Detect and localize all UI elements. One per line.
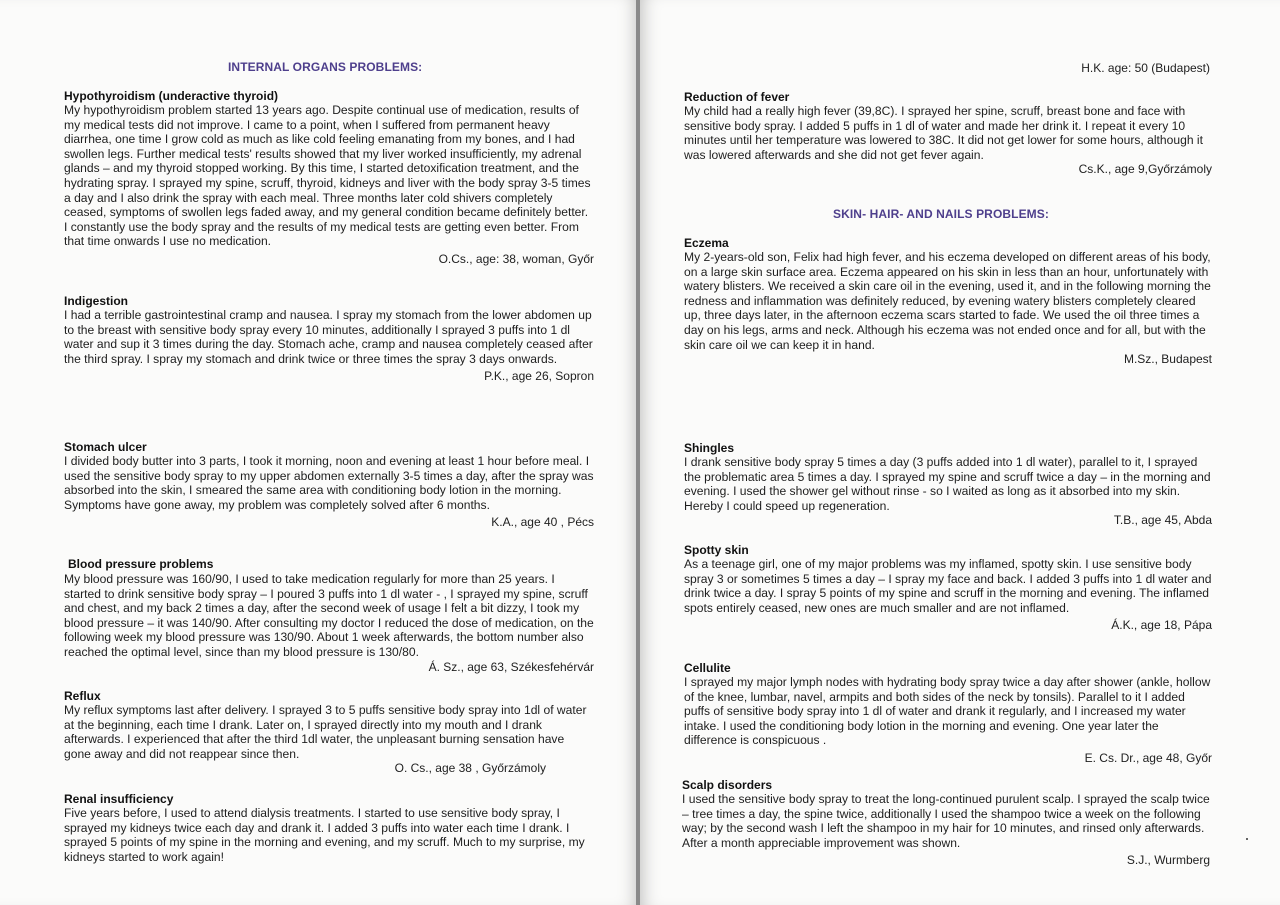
right-page <box>640 0 1280 905</box>
entry-body: I sprayed my major lymph nodes with hydrating body spray twice a day after shower (ankle, hollow of the knee, lumbar, navel, armpits and both sides of the neck by tonsils). Parallel to it I added puffs of sensitive body spray into 1 dl of water and drank it regularly, and I increased my water intake. I used the conditioning body lotion in the morning and evening. One year later the difference is conspicuous . <box>684 675 1211 748</box>
entry-title: Reflux <box>64 689 101 703</box>
entry-title: Eczema <box>684 236 729 250</box>
section-title-skin-hair-nails: SKIN- HAIR- AND NAILS PROBLEMS: <box>833 207 1049 221</box>
entry-title: Reduction of fever <box>684 90 790 104</box>
entry-title: Blood pressure problems <box>68 557 214 571</box>
left-page <box>0 0 638 905</box>
entry-indigestion <box>64 294 594 384</box>
entry-body: My 2-years-old son, Felix had high fever, and his eczema developed on different areas of his body, on a large skin surface area. Eczema appeared on his skin in less than an hour, unfortunately with watery blisters. We received a skin care oil in the evening, used it, and in the following morning the redness and inflammation was definitely reduced, by evening watery blisters completely cleared up, three days later, in the afternoon eczema scars started to fade. We used the oil three times a day on his legs, arms and neck. Although his eczema was not ended once and for all, but with the skin care oil we can keep it in hand. <box>684 250 1211 352</box>
entry-cellulite <box>684 661 1212 766</box>
entry-body: I used the sensitive body spray to treat the long-continued purulent scalp. I sprayed the scalp twice – tree times a day, the spine twice, additionally I used the shampoo twice a week on the following way; by the second wash I left the shampoo in my hair for 10 minutes, and rinsed only afterwards. After a month appreciable improvement was shown. <box>682 792 1210 850</box>
entry-blood-pressure <box>68 557 594 571</box>
entry-title: Renal insufficiency <box>64 792 174 806</box>
entry-spotty-skin <box>684 543 1212 633</box>
entry-body: My child had a really high fever (39,8C). I sprayed her spine, scruff, breast bone and face with sensitive body spray. I added 5 puffs in 1 dl of water and made her drink it. I repeat it every 10 minutes until her temperature was lowered to 38C. It did not get lower for some hours, although it was lowered afterwards and she did not get fever again. <box>684 104 1203 162</box>
entry-reduction-of-fever <box>684 90 1212 177</box>
right-column <box>684 0 1212 905</box>
entry-body: I divided body butter into 3 parts, I took it morning, noon and evening at least 1 hour before meal. I used the sensitive body spray to my upper abdomen externally 3-5 times a day, after the spray was absorbed into the skin, I smeared the same area with conditioning body lotion in the morning. Symptoms have gone away, my problem was completely solved after 6 months. <box>64 454 594 512</box>
left-column <box>64 0 594 905</box>
entry-body: My blood pressure was 160/90, I used to take medication regularly for more than 25 years. I started to drink sensitive body spray – I poured 3 puffs into 1 dl water - , I sprayed my spine, scruff and chest, and my back 2 times a day, after the second week of usage I felt a bit dizzy, I took my blood pressure – it was 140/90. After consulting my doctor I reduced the dose of medication, on the following week my blood pressure was 130/90. About 1 week afterwards, the bottom number also reached the optimal level, since than my blood pressure is 130/80. <box>64 572 594 659</box>
entry-body: I had a terrible gastrointestinal cramp and nausea. I spray my stomach from the lower abdomen up to the breast with sensitive body spray every 10 minutes, additionally I sprayed 3 puffs into 1 dl water and sup it 3 times during the day. Stomach ache, cramp and nausea completely ceased after the third spray. I spray my stomach and drink twice or three times the spray 3 days onwards. <box>64 308 593 366</box>
entry-body: As a teenage girl, one of my major problems was my inflamed, spotty skin. I use sensitive body spray 3 or sometimes 5 times a day – I spray my face and back. I added 3 puffs into 1 dl water and drink twice a day. I spray 5 points of my spine and scruff in the morning and evening. The inflamed spots entirely ceased, new ones are much smaller and are not inflamed. <box>684 557 1212 615</box>
scan-speck <box>1246 838 1248 840</box>
entry-renal-insufficiency <box>64 792 592 864</box>
entry-signature: O.Cs., age: 38, woman, Győr <box>438 251 594 266</box>
entry-signature: P.K., age 26, Sopron <box>484 369 594 384</box>
entry-scalp-disorders <box>682 778 1210 868</box>
entry-signature: T.B., age 45, Abda <box>1113 513 1212 528</box>
entry-eczema <box>684 236 1212 367</box>
entry-signature: O. Cs., age 38 , Győrzámoly <box>394 761 546 776</box>
entry-title: Cellulite <box>684 661 731 675</box>
entry-signature: S.J., Wurmberg <box>1126 853 1210 868</box>
entry-body: Five years before, I used to attend dialysis treatments. I started to use sensitive body spray, I sprayed my kidneys twice each day and drank it. I added 3 puffs into water each time I drank. I sprayed 5 points of my spine in the morning and evening, and my scruff. Much to my surprise, my kidneys started to work again! <box>64 806 585 864</box>
entry-title: Indigestion <box>64 294 128 308</box>
entry-signature: Á.K., age 18, Pápa <box>1111 618 1212 633</box>
entry-body: My hypothyroidism problem started 13 years ago. Despite continual use of medication, results of my medical tests did not improve. I came to a point, when I suffered from permanent heavy diarrhea, one time I grow cold as much as like cold feeling emanating from my bones, and I had swollen legs. Further medical tests' results showed that my liver worked insufficiently, my adrenal glands – and my thyroid stopped working. By this time, I started detoxification treatment, and the hydrating spray. I sprayed my spine, scruff, thyroid, kidneys and liver with the body spray 3-5 times a day and I also drink the spray with each meal. Three months later cold shivers completely ceased, symptoms of swollen legs faded away, and my general condition became definitely better. I constantly use the body spray and the results of my medical tests are getting even better. From that time onwards I use no medication. <box>64 103 591 249</box>
entry-signature: M.Sz., Budapest <box>1123 352 1212 367</box>
entry-stomach-ulcer <box>64 440 594 530</box>
entry-signature: Cs.K., age 9,Győrzámoly <box>1078 162 1212 177</box>
entry-body: My reflux symptoms last after delivery. I sprayed 3 to 5 puffs sensitive body spray into 1dl of water at the beginning, each time I drank. Later on, I sprayed directly into my mouth and I drank afterwards. I experienced that after the third 1dl water, the unpleasant burning sensation have gone away and did not reappear since then. <box>64 703 587 761</box>
section-title-internal-organs: INTERNAL ORGANS PROBLEMS: <box>228 60 423 74</box>
top-author: H.K. age: 50 (Budapest) <box>1081 61 1210 75</box>
entry-hypothyroidism <box>64 89 594 267</box>
entry-blood-pressure-body <box>64 572 594 675</box>
entry-body: I drank sensitive body spray 5 times a day (3 puffs added into 1 dl water), parallel to it, I sprayed the problematic area 5 times a day. I sprayed my spine and scruff twice a day – in the morning and evening. I used the shower gel without rinse - so I waited as long as it absorbed into my skin. Hereby I could speed up regeneration. <box>684 455 1211 513</box>
entry-title: Shingles <box>684 441 735 455</box>
entry-signature: E. Cs. Dr., age 48, Győr <box>1084 750 1212 765</box>
entry-signature: K.A., age 40 , Pécs <box>491 515 594 530</box>
entry-title: Spotty skin <box>684 543 749 557</box>
entry-signature: Á. Sz., age 63, Székesfehérvár <box>428 659 594 674</box>
entry-shingles <box>684 441 1212 528</box>
entry-title: Hypothyroidism (underactive thyroid) <box>64 89 279 103</box>
entry-reflux <box>64 689 588 776</box>
entry-title: Stomach ulcer <box>64 440 147 454</box>
entry-title: Scalp disorders <box>682 778 773 792</box>
